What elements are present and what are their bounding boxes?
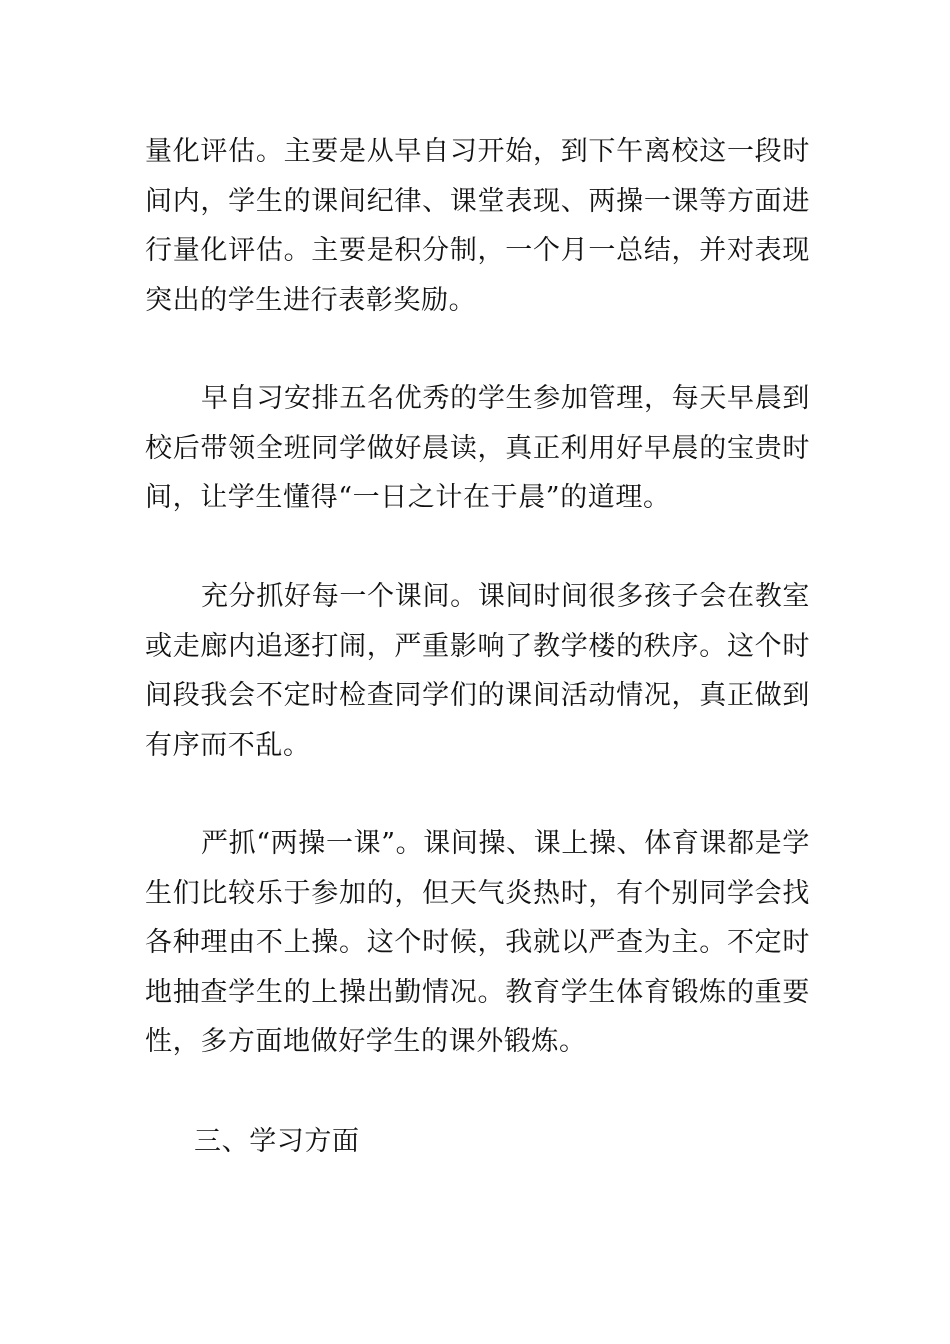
section-heading-study: 三、学习方面 xyxy=(194,1126,360,1157)
paragraph-break-time: 充分抓好每一个课间。课间时间很多孩子会在教室或走廊内追逐打闹，严重影响了教学楼的秩序。这个时间段我会不定时检查同学们的课间活动情况，真正做到有序而不乱。 xyxy=(145,581,810,761)
paragraph-morning-reading: 早自习安排五名优秀的学生参加管理，每天早晨到校后带领全班同学做好晨读，真正利用好早晨的宝贵时间，让学生懂得“一日之计在于晨”的道理。 xyxy=(145,383,810,513)
paragraph-quantified-evaluation: 量化评估。主要是从早自习开始，到下午离校这一段时间内，学生的课间纪律、课堂表现、两操一课等方面进行量化评估。主要是积分制，一个月一总结，并对表现突出的学生进行表彰奖励。 xyxy=(145,136,810,316)
paragraph-exercises-and-pe: 严抓“两操一课”。课间操、课上操、体育课都是学生们比较乐于参加的，但天气炎热时，有个别同学会找各种理由不上操。这个时候，我就以严查为主。不定时地抽查学生的上操出勤情况。教育学生体育锻炼的重要性，多方面地做好学生的课外锻炼。 xyxy=(145,828,810,1057)
